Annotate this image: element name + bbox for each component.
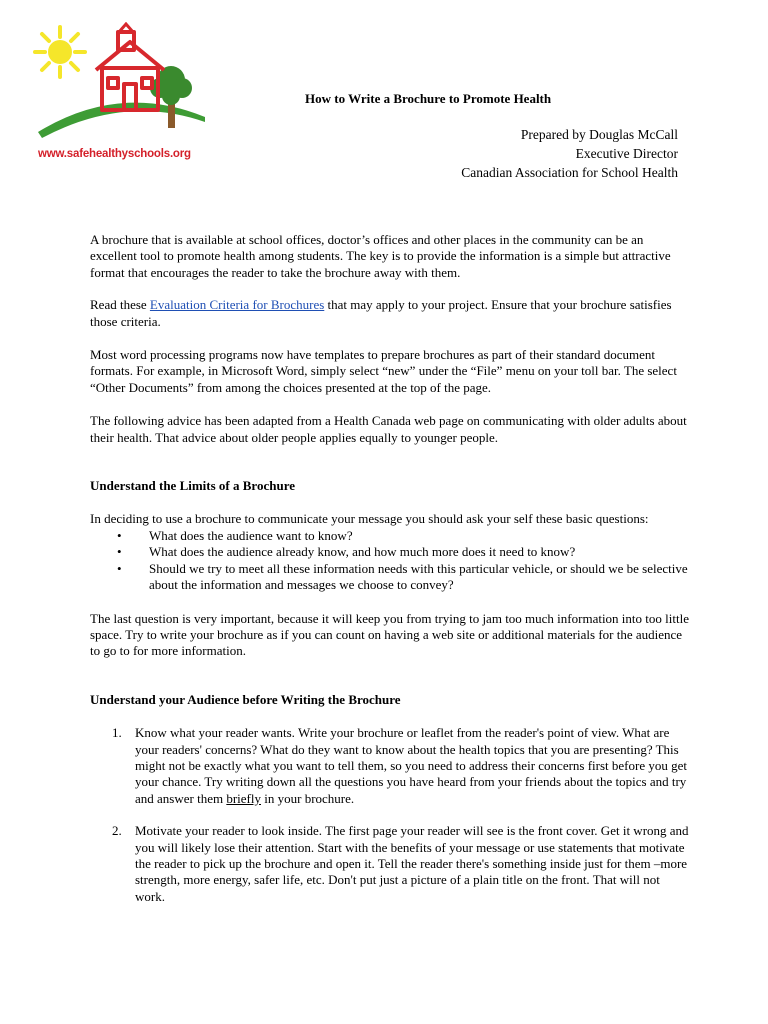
questions-list	[90, 528, 690, 594]
document-body	[90, 232, 690, 905]
item-number: 1.	[112, 725, 122, 741]
schoolhouse-logo-graphic	[30, 22, 210, 152]
item-text-before: Know what your reader wants. Write your brochure or leaflet from the reader's point of view. What are your readers' concerns? What do they want to know about the health topics that you are presenting? This might not be exactly what you want to tell them, so you need to address their concerns first before you get your chance. Try writing down all the questions you have heard from your friends about the topics and try and answer them	[135, 725, 687, 806]
list-item	[90, 528, 690, 544]
evaluation-paragraph	[90, 297, 690, 330]
author-role-line: Executive Director	[575, 146, 678, 161]
grass-arc	[38, 103, 205, 138]
list-item	[90, 544, 690, 560]
templates-paragraph: Most word processing programs now have templates to prepare brochures as part of their standard document formats. For example, in Microsoft Word, simply select “new” under the “File” menu on your toll bar. The select “Other Documents” from among the choices presented at the top of the page.	[90, 347, 677, 395]
evaluation-criteria-link[interactable]: Evaluation Criteria for Brochures	[149, 297, 325, 313]
numbered-item	[90, 725, 690, 807]
list-item-text: What does the audience want to know?	[149, 527, 353, 543]
item-number: 2.	[112, 823, 122, 839]
section-heading-audience: Understand your Audience before Writing the Brochure	[90, 691, 401, 707]
document-title: How to Write a Brochure to Promote Health	[305, 91, 552, 106]
bullet-icon: •	[117, 560, 122, 576]
audience-numbered-list	[90, 725, 690, 905]
questions-intro-paragraph: In deciding to use a brochure to communicate your message you should ask your self these basic questions:	[90, 511, 649, 527]
last-question-paragraph: The last question is very important, because it will keep you from trying to jam too much information into too little space. Try to write your brochure as if you can count on having a web site or additional materials for the audience to go to for more information.	[90, 610, 689, 659]
prepared-by-line: Prepared by Douglas McCall	[520, 127, 678, 142]
item-text-before: Motivate your reader to look inside. The first page your reader will see is the front cover. Get it wrong and you will likely lose their attention. Start with the benefits of your message or use statements that motivate the reader to pick up the brochure and open it. Tell the reader there's something inside just for them –more strength, more energy, safer life, etc. Don't put just a picture of a plain title on the front. That will not work.	[135, 823, 689, 904]
evaluation-text-after: that may apply to your project. Ensure that your brochure satisfies those criteria.	[90, 297, 672, 329]
evaluation-text-before: Read these	[90, 297, 150, 313]
logo-url-text: www.safehealthyschools.org	[38, 148, 191, 160]
advice-source-paragraph: The following advice has been adapted from a Health Canada web page on communicating with older adults about their health. That advice about older people applies equally to younger people.	[90, 413, 687, 445]
numbered-item	[90, 823, 690, 905]
list-item-text: Should we try to meet all these information needs with this particular vehicle, or should we be selective about the information and messages we choose to convey?	[149, 560, 688, 593]
item-text-after: in your brochure.	[261, 790, 355, 806]
list-item-text: What does the audience already know, and how much more does it need to know?	[149, 544, 576, 560]
list-item	[90, 561, 690, 594]
section-heading-limits: Understand the Limits of a Brochure	[90, 478, 295, 494]
prepared-by-block	[461, 125, 678, 182]
organization-line: Canadian Association for School Health	[461, 165, 678, 180]
item-text-underlined: briefly	[226, 790, 261, 806]
sun-icon	[35, 27, 85, 77]
schoolhouse-icon	[96, 32, 164, 110]
bullet-icon: •	[117, 527, 122, 543]
intro-paragraph: A brochure that is available at school offices, doctor’s offices and other places in the community can be an excellent tool to promote health among students. The key is to provide the information is a simple but attractive format that encourages the reader to take the brochure away with them.	[90, 232, 671, 280]
safe-healthy-schools-logo	[30, 22, 210, 167]
bullet-icon: •	[117, 544, 122, 560]
